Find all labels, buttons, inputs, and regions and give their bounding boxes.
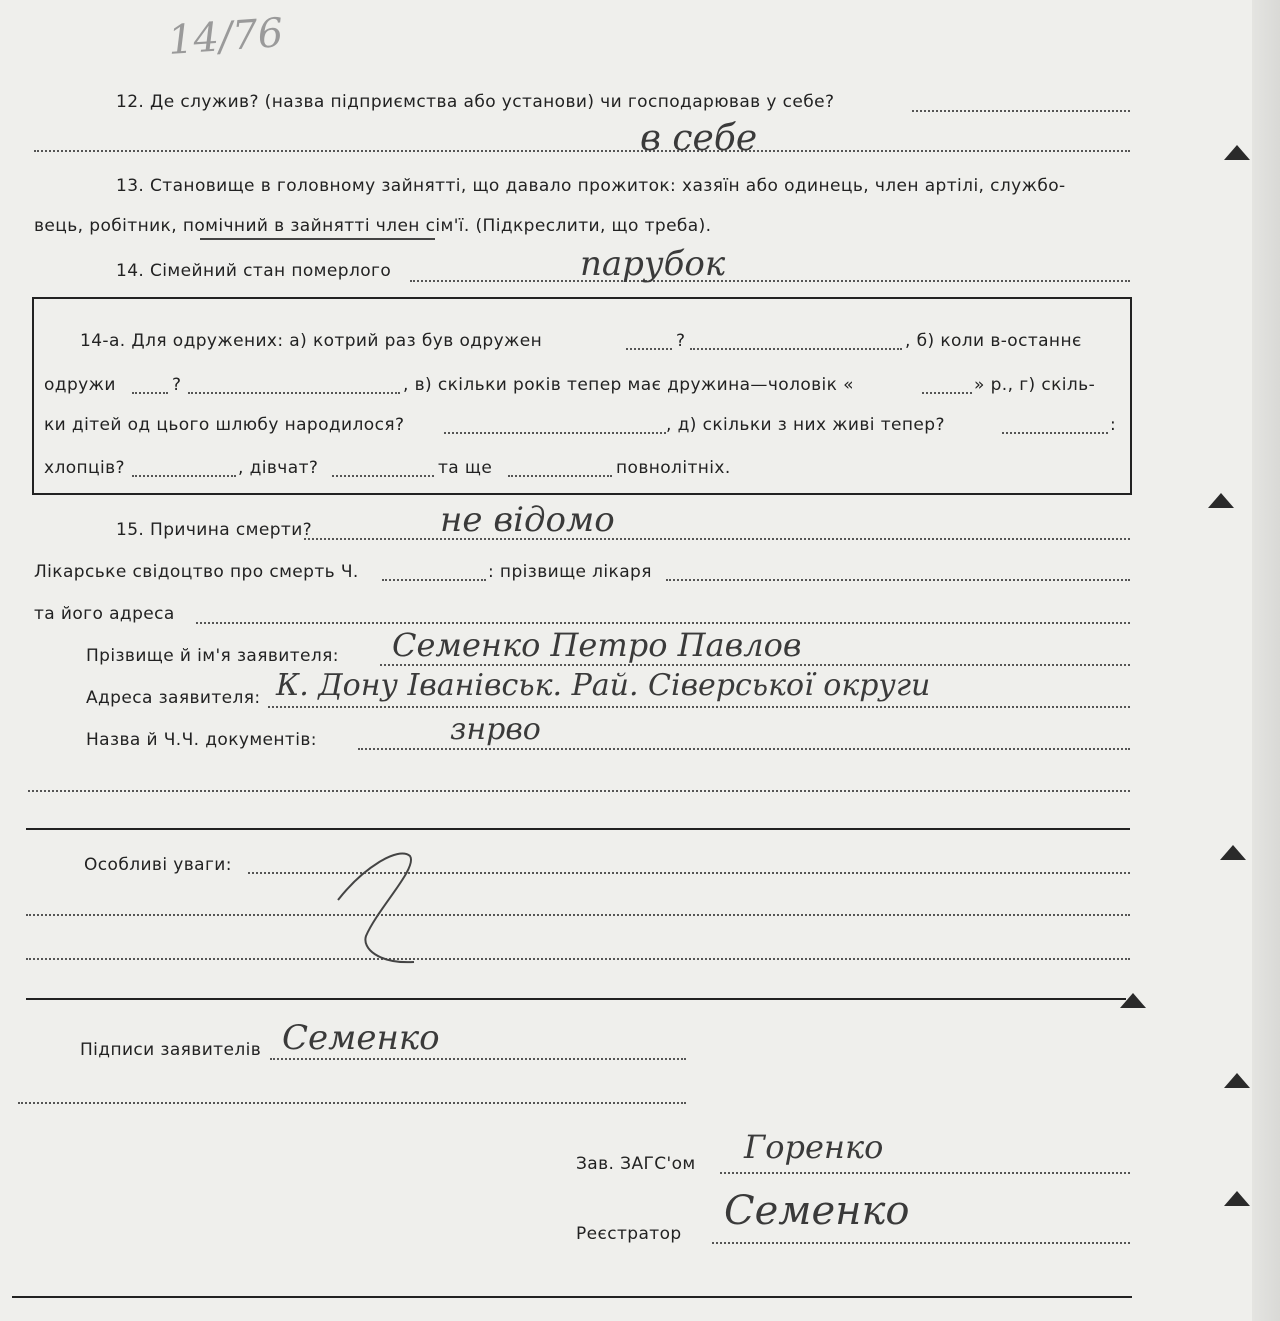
binding-hole-mark bbox=[1118, 990, 1148, 1012]
married-section-box bbox=[32, 297, 1132, 495]
applicant-address-value: К. Дону Іванівськ. Рай. Сіверської округи bbox=[276, 668, 931, 703]
documents-value: знрво bbox=[450, 712, 541, 747]
applicant-name-value: Семенко Петро Павлов bbox=[392, 626, 802, 664]
q13-line1: 13. Становище в головному зайнятті, що давало прожиток: хазяїн або одинець, член артілі, службо- bbox=[116, 176, 1066, 196]
q14a-line4d: повнолітніх. bbox=[616, 458, 731, 478]
q15-answer: не відомо bbox=[440, 500, 615, 540]
zags-signature: Горенко bbox=[744, 1128, 884, 1166]
binding-hole-mark bbox=[1218, 842, 1248, 864]
q14a-line4a: хлопців? bbox=[44, 458, 125, 478]
q14a-line1b: , б) коли в-останнє bbox=[905, 331, 1082, 351]
binding-hole-mark bbox=[1222, 1070, 1252, 1092]
applicant-signature: Семенко bbox=[282, 1018, 440, 1058]
q14a-line4b: , дівчат? bbox=[238, 458, 319, 478]
archive-number: 14/76 bbox=[166, 10, 285, 64]
signatures-label: Підписи заявителів bbox=[80, 1040, 262, 1060]
binding-hole-mark bbox=[1222, 142, 1252, 164]
q14a-line3b: , д) скільки з них живі тепер? bbox=[666, 415, 945, 435]
q14a-colon: : bbox=[1110, 415, 1117, 435]
q14a-line2b: , в) скільки років тепер має дружина—чоловік « bbox=[403, 375, 854, 395]
zags-label: Зав. ЗАГС'ом bbox=[576, 1154, 696, 1174]
q14-answer: парубок bbox=[580, 244, 726, 284]
q12-label: 12. Де служив? (назва підприємства або установи) чи господарював у себе? bbox=[116, 92, 835, 112]
registrar-label: Реєстратор bbox=[576, 1224, 682, 1244]
certificate-label: Лікарське свідоцтво про смерть Ч. bbox=[34, 562, 359, 582]
binding-hole-mark bbox=[1206, 490, 1236, 512]
doctor-label: : прізвище лікаря bbox=[488, 562, 652, 582]
documents-label: Назва й Ч.Ч. документів: bbox=[86, 730, 317, 750]
q15-label: 15. Причина смерти? bbox=[116, 520, 313, 540]
page-right-edge bbox=[1252, 0, 1280, 1321]
underline-family-member bbox=[200, 238, 435, 240]
notes-dash-mark bbox=[318, 838, 438, 978]
notes-label: Особливі уваги: bbox=[84, 855, 232, 875]
q13-line2: вець, робітник, помічний в зайнятті член сім'ї. (Підкреслити, що треба). bbox=[34, 216, 712, 236]
q14a-line3a: ки дітей од цього шлюбу народилося? bbox=[44, 415, 405, 435]
registrar-signature: Семенко bbox=[724, 1188, 910, 1234]
doctor-address-label: та його адреса bbox=[34, 604, 175, 624]
q14a-line2c: » р., г) скіль- bbox=[974, 375, 1096, 395]
binding-hole-mark bbox=[1222, 1188, 1252, 1210]
q14-label: 14. Сімейний стан померлого bbox=[116, 261, 392, 281]
q14a-line2a: одружи bbox=[44, 375, 116, 395]
q14a-line1a: 14-а. Для одружених: а) котрий раз був одружен bbox=[80, 331, 543, 351]
q12-answer: в себе bbox=[640, 118, 758, 159]
q14a-q2: ? bbox=[172, 375, 182, 395]
applicant-address-label: Адреса заявителя: bbox=[86, 688, 261, 708]
applicant-name-label: Прізвище й ім'я заявителя: bbox=[86, 646, 339, 666]
q14a-q1: ? bbox=[676, 331, 686, 351]
q14a-line4c: та ще bbox=[438, 458, 493, 478]
